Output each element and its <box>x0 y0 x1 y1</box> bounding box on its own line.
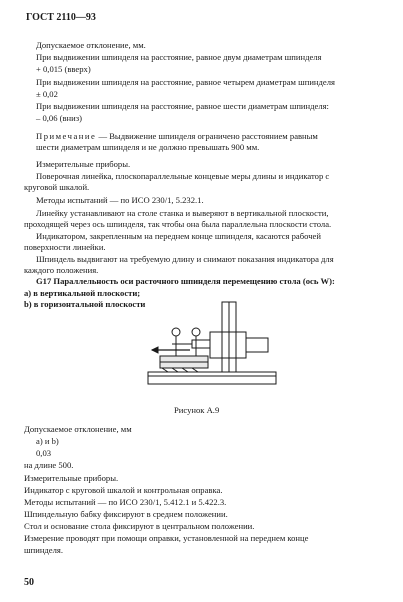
figure-hatch-1 <box>162 368 168 372</box>
tolerance-line-3b: – 0,06 (вниз) <box>36 113 83 123</box>
procedure-line-1a: Линейку устанавливают на столе станка и выверяют в вертикальной плоскости, <box>36 208 329 218</box>
methods-1: Методы испытаний — по ИСО 230/1, 5.232.1. <box>36 195 204 205</box>
procedure-line-3b: каждого положения. <box>24 265 99 275</box>
final-line-3: Измерение проводят при помощи оправки, установленной на переднем конце <box>24 533 309 543</box>
note-line-1 <box>36 131 318 142</box>
methods-2: Методы испытаний — по ИСО 230/1, 5.412.1 и 5.422.3. <box>24 497 227 507</box>
instruments-title: Измерительные приборы. <box>36 159 131 169</box>
figure-base <box>148 372 276 384</box>
figure-indicator-dial-2 <box>192 328 200 336</box>
figure-hatch-3 <box>182 368 188 372</box>
figure-arrow-head <box>152 347 158 353</box>
g17-item-a: a) в вертикальной плоскости; <box>24 288 141 298</box>
instruments-2-text: Индикатор с круговой шкалой и контрольная оправка. <box>24 485 223 495</box>
note-line-2: шести диаметрам шпинделя и не должно превышать 900 мм. <box>36 142 260 152</box>
g17-item-b: b) в горизонтальной плоскости <box>24 299 146 309</box>
page-number: 50 <box>24 577 34 588</box>
procedure-line-3a: Шпиндель выдвигают на требуемую длину и снимают показания индикатора для <box>36 254 334 264</box>
figure-caption: Рисунок А.9 <box>174 405 220 415</box>
tolerance-2-title: Допускаемое отклонение, мм <box>24 424 132 434</box>
tolerance-line-3a: При выдвижении шпинделя на расстояние, равное шести диаметрам шпинделя: <box>36 101 329 111</box>
note-text: — Выдвижение шпинделя ограничено расстоянием равным <box>96 131 318 141</box>
tolerance-line-1a: При выдвижении шпинделя на расстояние, равное двум диаметрам шпинделя <box>36 52 322 62</box>
final-line-2: Стол и основание стола фиксируют в центральном положении. <box>24 521 255 531</box>
procedure-line-2b: поверхности линейки. <box>24 242 106 252</box>
tolerance-2-value: 0,03 <box>36 448 52 458</box>
tolerance-line-1b: + 0,015 (вверх) <box>36 64 91 74</box>
figure-spindle <box>192 340 210 348</box>
final-line-1: Шпиндельную бабку фиксируют в среднем положении. <box>24 509 228 519</box>
instruments-line-1: Поверочная линейка, плоскопараллельные концевые меры длины и индикатор с <box>36 171 330 181</box>
figure-rear-housing <box>246 338 268 352</box>
instruments-2-title: Измерительные приборы. <box>24 473 119 483</box>
figure-hatch-2 <box>172 368 178 372</box>
tolerance-title: Допускаемое отклонение, мм. <box>36 40 146 50</box>
machine-figure <box>132 298 282 398</box>
tolerance-2-length: на длине 500. <box>24 460 74 470</box>
final-line-4: шпинделя. <box>24 545 63 555</box>
figure-headstock <box>210 332 246 358</box>
tolerance-line-2a: При выдвижении шпинделя на расстояние, равное четырем диаметрам шпинделя <box>36 77 335 87</box>
procedure-line-2a: Индикатором, закрепленным на переднем конце шпинделя, касаются рабочей <box>36 231 321 241</box>
tolerance-line-2b: ± 0,02 <box>36 89 58 99</box>
figure-hatch-4 <box>192 368 198 372</box>
document-header: ГОСТ 2110—93 <box>26 12 96 23</box>
note-label: Примечание <box>36 131 97 141</box>
instruments-line-2: круговой шкалой. <box>24 182 90 192</box>
g17-title: G17 Параллельность оси расточного шпинделя перемещению стола (ось W): <box>36 276 335 286</box>
figure-indicator-dial <box>172 328 180 336</box>
tolerance-2-items: a) и b) <box>36 436 59 446</box>
procedure-line-1b: проходящей через ось шпинделя, так чтобы она была параллельна плоскости стола. <box>24 219 332 229</box>
